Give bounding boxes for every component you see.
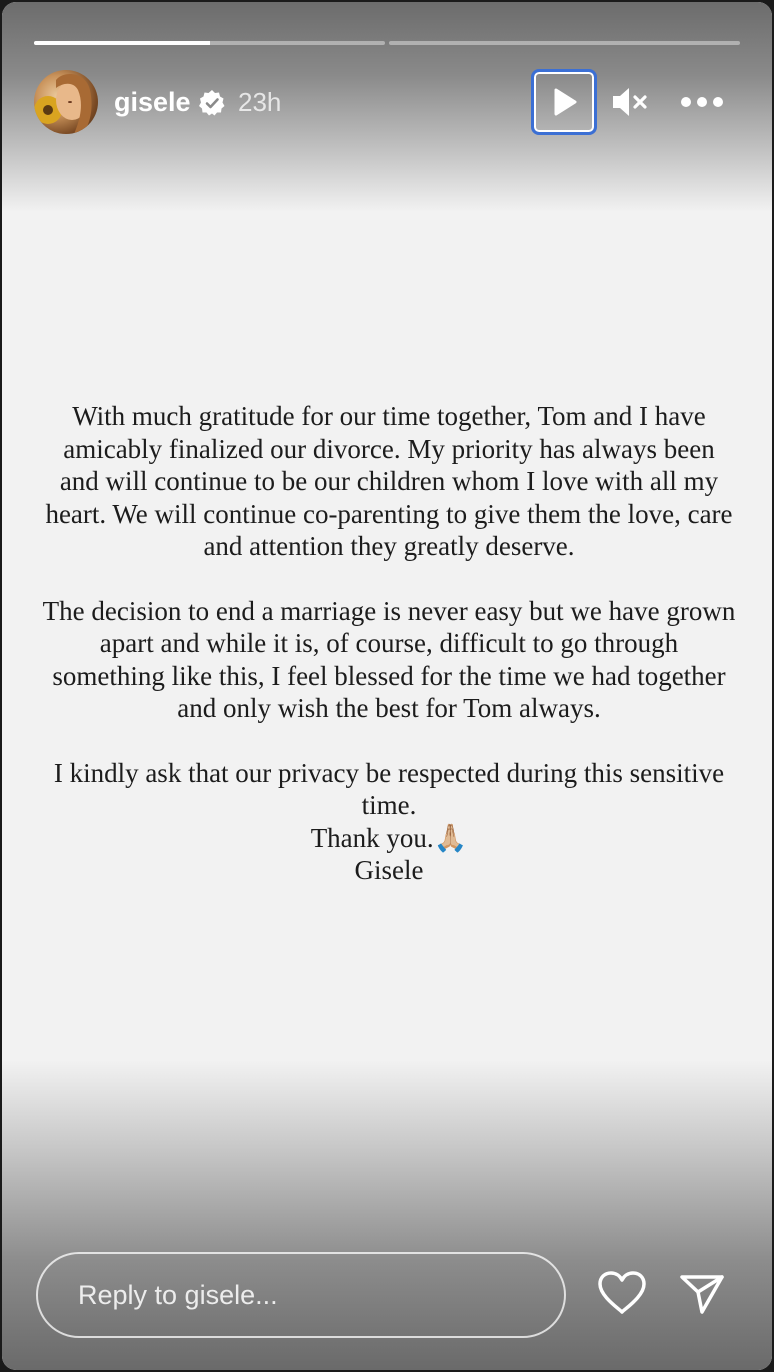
avatar[interactable] xyxy=(34,70,98,134)
story-text xyxy=(42,400,736,887)
heart-icon[interactable] xyxy=(596,1270,648,1316)
more-options-icon[interactable] xyxy=(678,90,726,114)
progress-segment-next xyxy=(389,41,740,45)
speaker-muted-icon xyxy=(613,88,645,116)
mute-button[interactable] xyxy=(610,84,650,120)
story-progress-bar xyxy=(34,41,740,45)
progress-segment-fill xyxy=(34,41,210,45)
message-paragraph: I kindly ask that our privacy be respected during this sensitive time. xyxy=(53,757,725,820)
verified-badge-icon xyxy=(198,89,226,117)
message-paragraph: The decision to end a marriage is never easy but we have grown apart and while it is, of course, difficult to go through something like this, I feel blessed for the time we had together and only wish the best for Tom always. xyxy=(42,595,736,723)
play-icon xyxy=(549,87,579,117)
story-timestamp: 23h xyxy=(238,87,282,117)
message-thanks-line xyxy=(42,822,736,855)
progress-segment-current xyxy=(34,41,385,45)
praying-hands-emoji: 🙏🏼 xyxy=(433,822,468,853)
reply-input[interactable] xyxy=(36,1252,566,1338)
message-thanks: Thank you. xyxy=(310,822,434,853)
story-username[interactable]: gisele xyxy=(114,87,191,117)
message-signature: Gisele xyxy=(354,855,424,885)
play-button[interactable] xyxy=(531,69,597,135)
message-paragraph: With much gratitude for our time together, Tom and I have amicably finalized our divorce. My priority has always been and will continue to be our children whom I love with all my heart. We will continue co-parenting to give them the love, care and attention they greatly deserve. xyxy=(45,401,733,561)
send-icon[interactable] xyxy=(678,1272,726,1316)
story-viewer[interactable] xyxy=(2,2,772,1370)
